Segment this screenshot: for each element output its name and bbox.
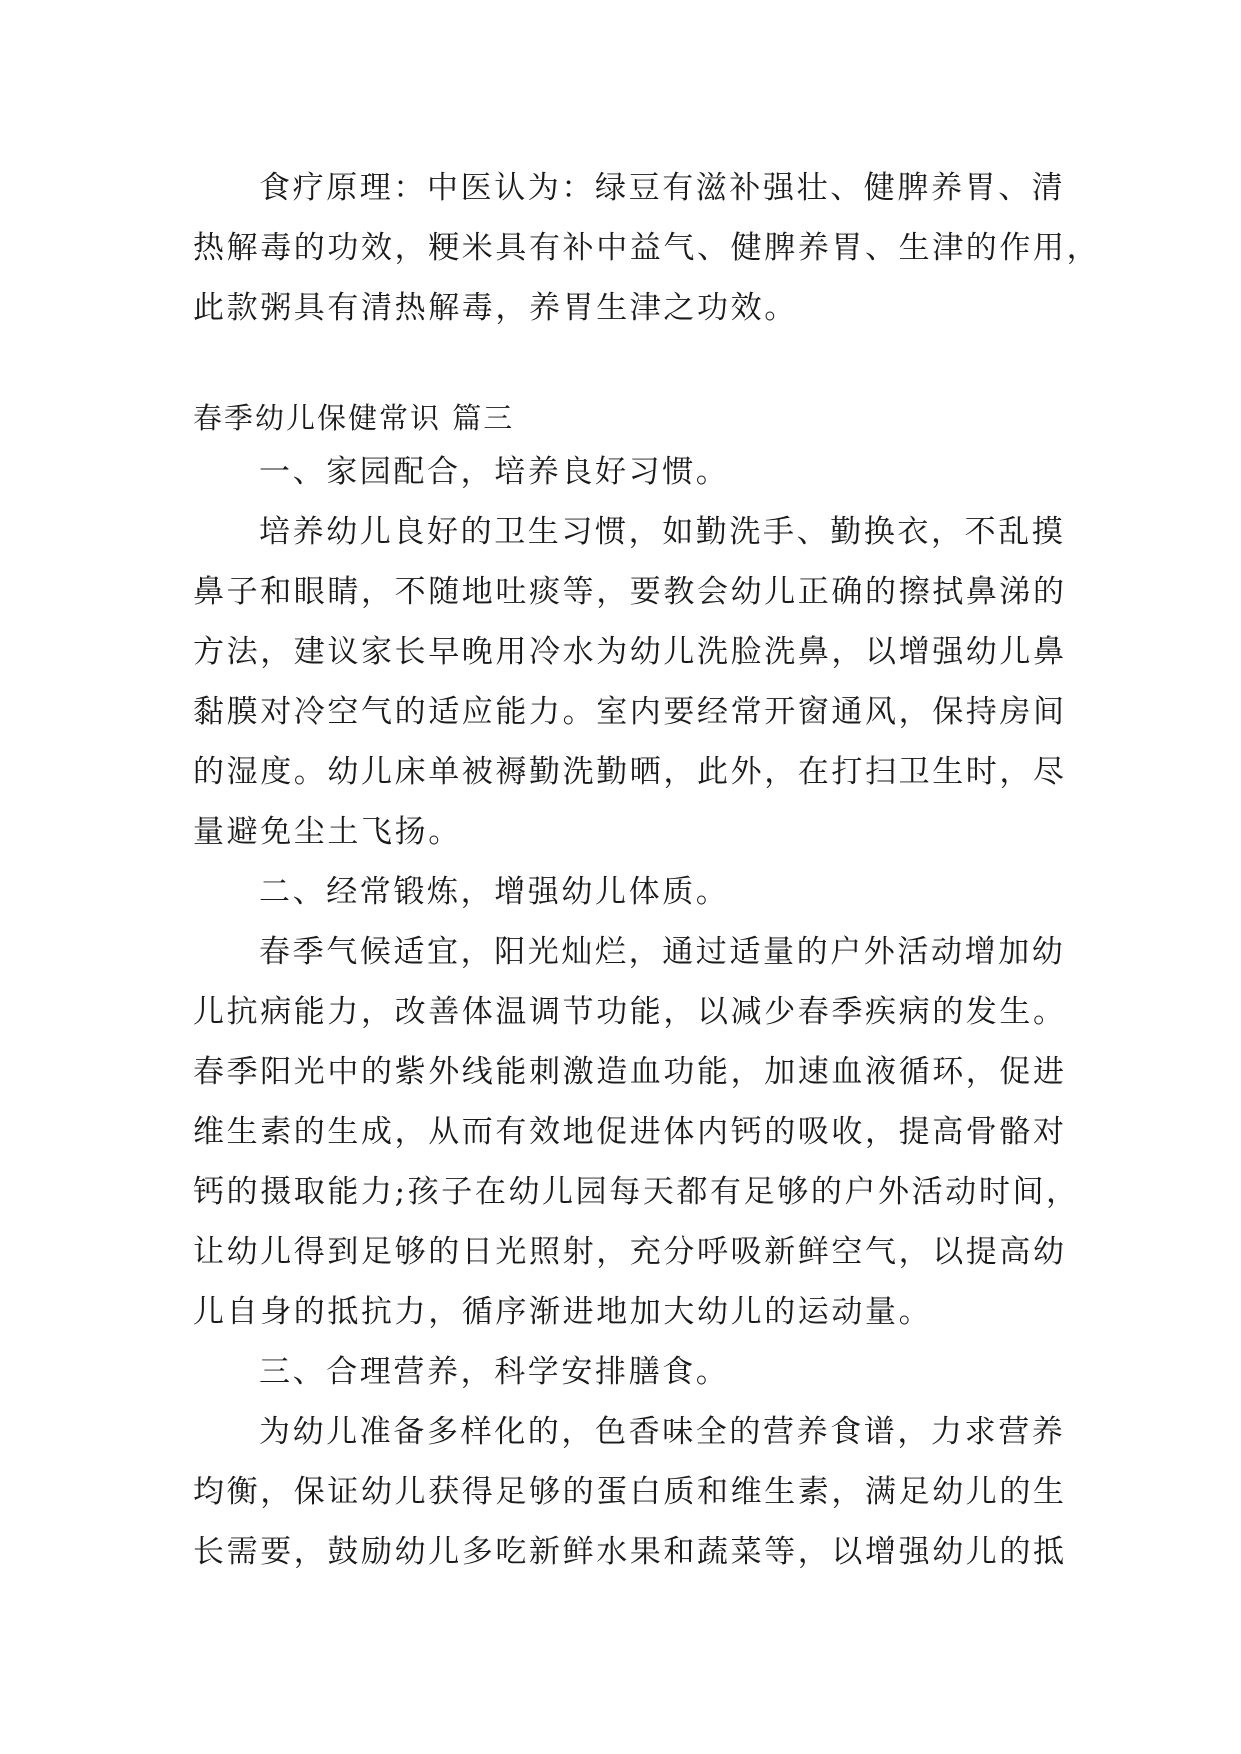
paragraph-food-therapy [193,158,1101,338]
paragraph-line: 让幼儿得到足够的日光照射，充分呼吸新鲜空气，以提高幼 [193,1234,1067,1270]
paragraph-line: 长需要，鼓励幼儿多吃新鲜水果和蔬菜等，以增强幼儿的抵 [193,1534,1067,1570]
section-title-block [193,388,1053,448]
section-body [193,442,1080,1582]
subheading-1: 一、家园配合，培养良好习惯。 [259,454,730,490]
paragraph-line: 维生素的生成，从而有效地促进体内钙的吸收，提高骨骼对 [193,1114,1067,1150]
paragraph-line: 均衡，保证幼儿获得足够的蛋白质和维生素，满足幼儿的生 [193,1474,1067,1510]
subheading-3: 三、合理营养，科学安排膳食。 [259,1354,730,1390]
paragraph-line: 春季气候适宜，阳光灿烂，通过适量的户外活动增加幼 [259,934,1066,970]
paragraph-line: 量避免尘土飞扬。 [193,814,462,850]
paragraph-line: 培养幼儿良好的卫生习惯，如勤洗手、勤换衣，不乱摸 [259,514,1066,550]
subheading-2: 二、经常锻炼，增强幼儿体质。 [259,874,730,910]
paragraph-line: 方法，建议家长早晚用冷水为幼儿洗脸洗鼻，以增强幼儿鼻 [193,634,1067,670]
paragraph-line: 为幼儿准备多样化的，色香味全的营养食谱，力求营养 [259,1414,1066,1450]
paragraph-line: 儿自身的抵抗力，循序渐进地加大幼儿的运动量。 [193,1294,933,1330]
paragraph-line: 食疗原理：中医认为：绿豆有滋补强壮、健脾养胃、清 [259,170,1066,206]
paragraph-line: 热解毒的功效，粳米具有补中益气、健脾养胃、生津的作用， [193,230,1101,266]
paragraph-line: 钙的摄取能力;孩子在幼儿园每天都有足够的户外活动时间， [193,1174,1080,1210]
paragraph-line: 的湿度。幼儿床单被褥勤洗勤晒，此外，在打扫卫生时，尽 [193,754,1067,790]
paragraph-line: 春季阳光中的紫外线能刺激造血功能，加速血液循环，促进 [193,1054,1067,1090]
paragraph-line: 此款粥具有清热解毒，养胃生津之功效。 [193,290,798,326]
paragraph-line: 儿抗病能力，改善体温调节功能，以减少春季疾病的发生。 [193,994,1067,1030]
paragraph-line: 黏膜对冷空气的适应能力。室内要经常开窗通风，保持房间 [193,694,1067,730]
paragraph-line: 鼻子和眼睛，不随地吐痰等，要教会幼儿正确的擦拭鼻涕的 [193,574,1067,610]
section-title: 春季幼儿保健常识 篇三 [193,401,515,435]
